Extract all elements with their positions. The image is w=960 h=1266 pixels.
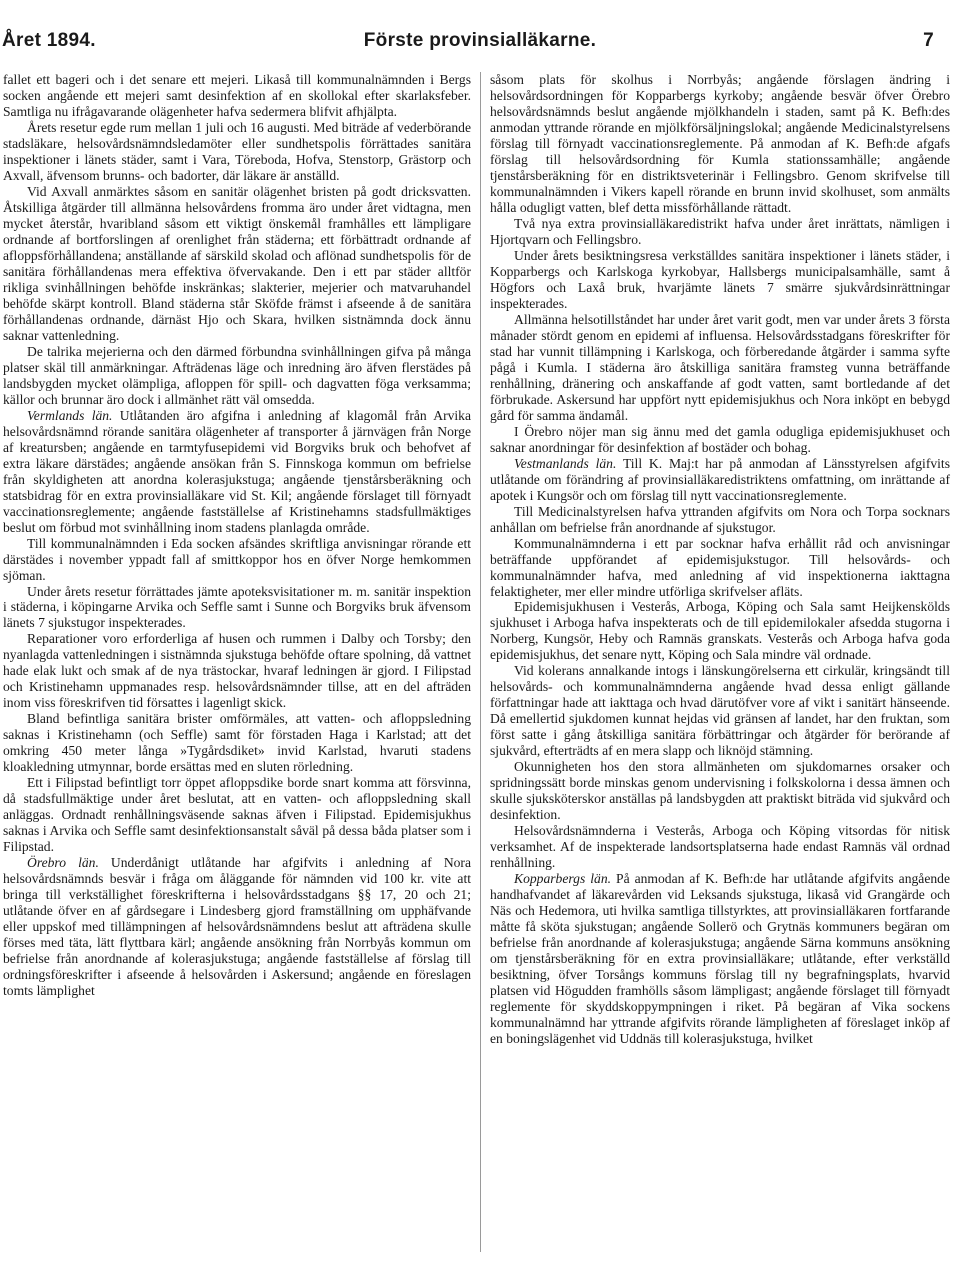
paragraph (3, 344, 471, 408)
paragraph (490, 456, 950, 504)
paragraph (3, 120, 471, 184)
section-heading: Kopparbergs län. (514, 871, 612, 887)
paragraph-text: Vid Axvall anmärktes såsom en sanitär olägenhet bristen på godt dricksvatten. Åtskilliga åtgärder till allmänna helsovårdens fromma äro under året vidtagna, men mycket återstår, hvaribland såsom ett viktigt önskemål framhålles ett lämpligare ordnande af bortforslingen af orenlighet från städerna; ett förbättradt ordnande af afloppsförhållandena; anställande af särskild skolad och aflönad sundhetspolis för de sanitära förhållandenas mera effektiva öfvervakande. Den i ett par städer alltför rikliga svinhållningen behöfde inskränkas; slakterier, mejerier och matvaruhandel behöfde skärpt kontroll. Bland städerna står Sköfde främst i afseende å de sanitära förhållandenas ordnande, därnäst Hjo och Skara, hvilken sistnämnda dock ännu saknar vattenledning. (3, 183, 471, 343)
paragraph-text: Kommunalnämnderna i ett par socknar hafva erhållit råd och anvisningar beträffande uppförandet af epidemisjukstugor. Till helsovårds- och kommunalnämnder hafva, med anledning af vid inspektionerna iakttagna felaktigheter, mer eller mindre utförliga skrifvelser afläts. (490, 535, 950, 599)
paragraph-text: Årets resetur egde rum mellan 1 juli och 16 augusti. Med biträde af vederbörande stadsläkare, helsovårdsnämndsledamöter eller sundhetspolis förrättades sanitära inspektioner i länets städer, samt i Vara, Töreboda, Hofva, Stenstorp, Grästorp och Axvall, äfvensom brunns- och badorter, där läkare är anställd. (3, 119, 471, 183)
right-column (490, 72, 950, 1047)
paragraph (490, 871, 950, 1047)
paragraph-text: Bland befintliga sanitära brister omförmäles, att vatten- och afloppsledning saknas i Kristinehamn (och Seffle) samt för förstaden Haga i Karlstad; att det omkring 450 meter långa »Tygårdsdiket» invid Karlstad, hvaruti stadens kloakledning utmynnar, borde ersättas med en sluten rörledning. (3, 711, 471, 775)
paragraph-text: Under årets resetur förrättades jämte apoteksvisitationer m. m. sanitär inspektion i städerna, i köpingarne Arvika och Seffle samt i Sunne och Borgviks bruk äfvensom länets 7 sjukstugor inspekterades. (3, 583, 471, 631)
paragraph-text: Under årets besiktningsresa verkställdes sanitära inspektioner i länets städer, i Kopparbergs och Karlskoga kyrkobyar, Hallsbergs municipalsamhälle, samt å Högfors och Laxå bruk, hvarjämte länets 7 smärre sjukvårdsinrättningar inspekterades. (490, 247, 950, 311)
paragraph (490, 72, 950, 216)
paragraph-text: Epidemisjukhusen i Vesterås, Arboga, Köping och Sala samt Heijkenskölds sjukhuset i Arboga hafva inspekterats och de till epidemilokaler afsedda stugorna i Norberg, Kungsör, Heby och Ramnäs granskats. Vesterås och Arboga hafva goda epidemisjukhus, det senare nytt, Köping och Sala mindre väl ordnade. (490, 599, 950, 663)
section-heading: Örebro län. (27, 855, 99, 871)
header-title: Förste provinsialläkarne. (363, 30, 597, 51)
paragraph (3, 631, 471, 711)
paragraph-text: såsom plats för skolhus i Norrbyås; angående förslagen ändring i helsovårdsordningen för Kopparbergs kyrkoby; angående besvär öfver Örebro helsovårdsnämnds beslut angående mjölkhandeln i staden, samt på K. Befh:des anmodan yttrande rörande en mjölkförsäljningslokal; angående Medicinalstyrelsens förslag till förnyadt vaccinationsreglemente. På anmodan af K. Befh:de afgafs förslag till helsovårdsordning för Kumla stationssamhälle; angående tjenstårsberäkning för en distriktsveterinär i Fellingsbro. Genom skrifvelse till kommunalnämnden i Vikers kapell rörande en brunn invid skolhuset, som anmälts hålla odugligt vatten, blef detta missförhållande rättadt. (490, 72, 950, 215)
paragraph (3, 775, 471, 855)
section-heading: Vestmanlands län. (514, 455, 617, 471)
column-divider (480, 72, 481, 1252)
paragraph (490, 823, 950, 871)
paragraph (490, 759, 950, 823)
paragraph (3, 584, 471, 632)
paragraph-text: Allmänna helsotillståndet har under året varit godt, men var under årets 3 första månader stördt genom en epidemi af influensa. Helsovårdsstadgans föreskrifter för stad har vunnit tillämpning i Karlskoga, och förberedande åtgärder i samma syfte pågå i Kumla. I städerna äro åtskilliga sanitära framsteg vunna beträffande renhållning, dränering och anskaffande af godt vatten, samt bortledande af det förbrukade. Askersund har uppfört nytt epidemisjukhus och Nora inköpt en bebygd gård för samma ändamål. (490, 311, 950, 423)
paragraph-text: I Örebro nöjer man sig ännu med det gamla odugliga epidemisjukhuset och saknar anordningar för desinfektion af bostäder och bohag. (490, 423, 950, 455)
page-number: 7 (923, 30, 934, 51)
paragraph-text: På anmodan af K. Befh:de har utlåtande afgifvits angående handhafvandet af läkarevården vid Leksands sjukstuga, likaså vid Grangärde och Näs och Hedemora, uti hvilka samtliga tillstyrktes, att provinsialläkaren fortfarande måtte få sköta sjukstugan; angående Sollerö och Grytnäs kommuners begäran om befrielse från anordnande af kolerasjukstuga; angående Särna kommuns ansökning om tjenstårsberäkning för en extra provinsialläkare; utlåtande, efter verkställd besiktning, öfver Torsångs kommuns förslag till ny begrafningsplats, hvarvid platsen vid Högudden framhölls såsom lämpligast; angående förslaget till förnyadt reglemente för skyddskoppympningen i riket. På begäran af Vika sockens kommunalnämnd har yttrande afgifvits rörande lämpligheten af föreslaget inköp af en boningslägenhet vid Uddnäs till kolerasjukstuga, hvilket (490, 871, 950, 1047)
paragraph (490, 599, 950, 663)
paragraph-text: Vid kolerans annalkande intogs i länskungörelserna ett cirkulär, kringsändt till helsovårds- och kommunalnämnderna angående hvad dessa enligt gällande författningar hade att iakttaga och hvad därutöfver vore af vikt i sanitärt hänseende. Då emellertid sjukdomen kunnat hejdas vid gränsen af landet, har den fruktan, som först satte i gång åtskilliga sanitära förbättringar och åtgärder för berörande af sjukvård, efterträdts af en mera slapp och liknöjd stämning. (490, 663, 950, 759)
paragraph-text: Underdånigt utlåtande har afgifvits i anledning af Nora helsovårdsnämnds besvär i fråga om åläggande för nämnden vid 100 kr. vite att bringa till verkställighet föreskrifterna i helsovårdsstadgans §§ 17, 20 och 21; utlåtande öfver en af gårdsegare i Lindesberg gjord framställning om upphäfvande eller uppskof med tillämpningen af helsovårdsnämndens beslut att afträdena skulle förses med täta, lätt flyttbara kärl; angående ansökning från Norrbyås kommun om befrielse från anordnande af kolerasjukstuga; angående fastställelse af förslag till ordningsföreskrifter i afseende å helsovården i Askersund; angående en föreslagen tomts lämplighet (3, 855, 471, 999)
paragraph-text: Ett i Filipstad befintligt torr öppet afloppsdike borde snart komma att försvinna, då stadsfullmäktige under året beslutat, att en vatten- och afloppsledning skall anläggas. Ordnadt renhållningsväsende saknas äfven i Filipstad. Epidemisjukhus saknas i Arvika och Seffle samt desinfektionsanstalt såväl på dessa båda platser som i Filipstad. (3, 775, 471, 855)
paragraph-text: Reparationer voro erforderliga af husen och rummen i Dalby och Torsby; den nyanlagda vattenledningen i sistnämnda sjukstuga behöfde oftare spolning, då vattnet hade elak lukt och smak af de nya trästockar, hvaraf ledningen är gjord. I Filipstad och Kristinehamn uppmanades resp. helsovårdsnämnder tillse, att en del afträden inom viss föreskrifven tid försattes i lagenligt skick. (3, 631, 471, 711)
paragraph (490, 536, 950, 600)
header-year: Året 1894. (2, 30, 96, 51)
paragraph-text: Till K. Maj:t har på anmodan af Länsstyrelsen afgifvits utlåtande om förändring af provinsialläkaredistriktens omfattning, om inrättande af apotek i Kungsör och om förslag till nytt vaccinationsreglemente. (490, 455, 950, 503)
page-header (0, 30, 960, 56)
paragraph (3, 408, 471, 536)
paragraph (490, 248, 950, 312)
paragraph (3, 536, 471, 584)
paragraph-text: Utlåtanden äro afgifna i anledning af klagomål från Arvika helsovårdsnämnd rörande sanitära olägenheter af transporter å järnvägen från Norge af kreatursben; angående en tarmtyfusepidemi vid Borgviks bruk och behofvet af extra läkare därstädes; angående ansökan från S. Finnskoga kommun om befrielse från skyldigheten att anordna kolerasjukstuga; angående tjenstårsberäkning och statsbidrag för en extra provinsialläkare vid St. Kil; angående förslaget till förnyadt vaccinationsreglemente; angående fastställelse af Kristinehamns stadsfullmäktiges beslut om förbud mot svinhållning inom stadens planlagda område. (3, 407, 472, 535)
paragraph-text: De talrika mejerierna och den därmed förbundna svinhållningen gifva på många platser skäl till anmärkningar. Afträdenas läge och inredning äro äfven flerstädes på landsbygden mycket olämpliga, afloppen för spill- och dagvatten föga verksamma; källor och brunnar äro dock i allmänhet rätt väl omsedda. (3, 343, 471, 407)
paragraph-text: Okunnigheten hos den stora allmänheten om sjukdomarnes orsaker och spridningssätt borde minskas genom undervisning i folkskolorna i dessa ämnen och skulle sjuksköterskor anställas på landsbygden att praktiskt biträda vid sjukvård och desinfektion. (490, 759, 950, 823)
paragraph (490, 504, 950, 536)
paragraph (490, 663, 950, 759)
paragraph (3, 72, 471, 120)
paragraph (3, 184, 471, 344)
paragraph (490, 424, 950, 456)
left-column (3, 72, 471, 999)
paragraph-text: Till Medicinalstyrelsen hafva yttranden afgifvits om Nora och Torpa socknars anhållan om befrielse från anordnande af sjukstugor. (490, 503, 950, 535)
paragraph-text: Helsovårdsnämnderna i Vesterås, Arboga och Köping vitsordas för nitisk verksamhet. Af de inspekterade landsortsplatserna hade endast Ramnäs väl ordnad renhållning. (490, 823, 950, 871)
paragraph (3, 855, 471, 999)
paragraph-text: Till kommunalnämnden i Eda socken afsändes skriftliga anvisningar rörande ett därstädes i november yppadt fall af smittkoppor hos en öfver Norge hemkommen sjöman. (3, 535, 471, 583)
paragraph (490, 216, 950, 248)
section-heading: Vermlands län. (27, 407, 113, 423)
paragraph (490, 312, 950, 424)
paragraph-text: Två nya extra provinsialläkaredistrikt hafva under året inrättats, nämligen i Hjortqvarn och Fellingsbro. (490, 215, 950, 247)
paragraph (3, 711, 471, 775)
paragraph-text: fallet ett bageri och i det senare ett mejeri. Likaså till kommunalnämnden i Bergs socken angående ett mejeri samt desinfektion af en skollokal efter skarlaksfeber. Samtliga nu ifrågavarande olägenheter hafva sedermera blifvit afhjälpta. (3, 72, 471, 119)
